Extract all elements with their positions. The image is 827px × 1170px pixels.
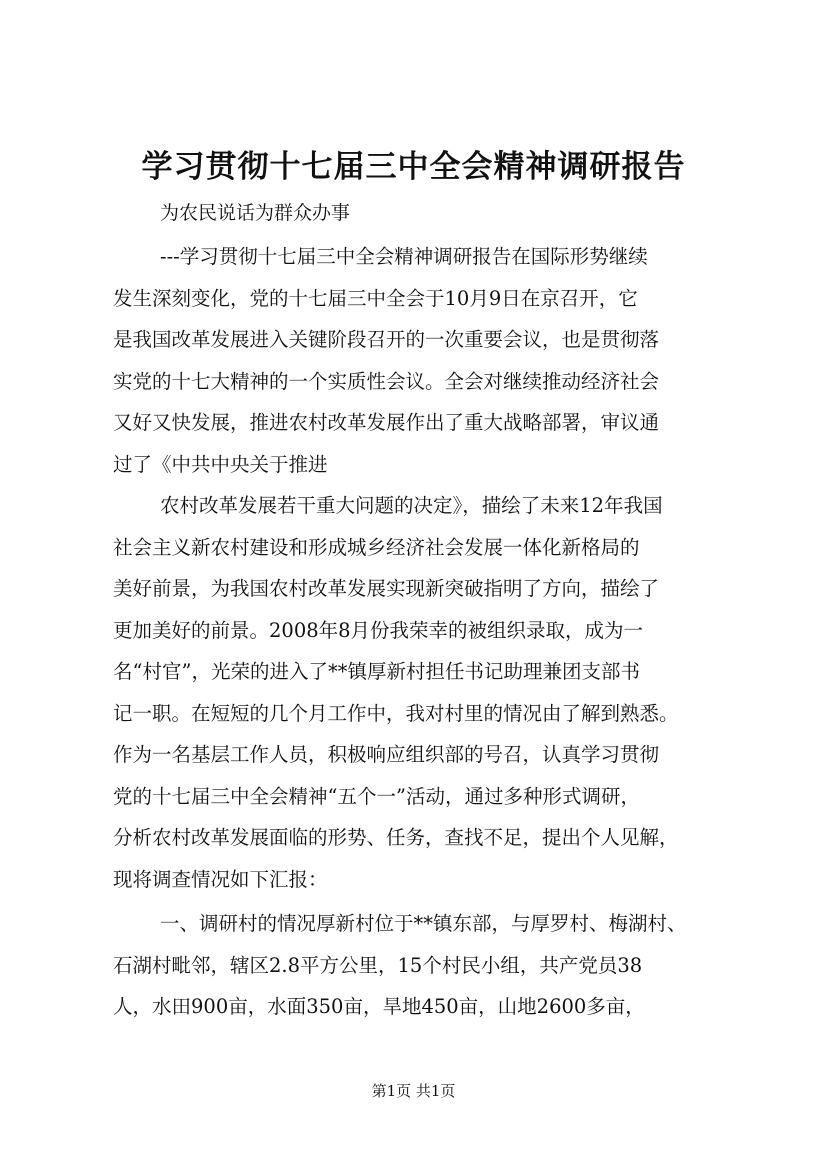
paragraph-line: 人，水田900亩，水面350亩，旱地450亩，山地2600多亩， — [113, 995, 645, 1018]
paragraph-line: 作为一名基层工作人员，积极响应组织部的号召，认真学习贯彻 — [113, 743, 660, 766]
paragraph-line: 分析农村改革发展面临的形势、任务，查找不足，提出个人见解， — [113, 826, 679, 849]
paragraph-line: 是我国改革发展进入关键阶段召开的一次重要会议，也是贯彻落 — [113, 328, 660, 351]
paragraph-line: 现将调查情况如下汇报： — [113, 867, 328, 891]
paragraph-2 — [113, 485, 717, 900]
paragraph-line: 记一职。在短短的几个月工作中，我对村里的情况由了解到熟悉。 — [113, 701, 679, 725]
paragraph-line: 党的十七届三中全会精神“五个一”活动，通过多种形式调研， — [113, 784, 640, 808]
paragraph-line: 一、调研村的情况厚新村位于**镇东部，与厚罗村、梅湖村、 — [160, 912, 687, 935]
paragraph-line: 石湖村毗邻，辖区2.8平方公里，15个村民小组，共产党员38 — [113, 953, 643, 977]
document-title: 学习贯彻十七届三中全会精神调研报告 — [141, 149, 686, 185]
paragraph-line: 更加美好的前景。2008年8月份我荣幸的被组织录取，成为一 — [113, 618, 644, 642]
paragraph-1 — [113, 236, 717, 485]
paragraph-line: 过了《中共中央关于推进 — [113, 452, 328, 476]
paragraph-line: 实党的十七大精神的一个实质性会议。全会对继续推动经济社会 — [113, 369, 660, 393]
paragraph-line: 农村改革发展若干重大问题的决定》，描绘了未来12年我国 — [160, 494, 663, 517]
paragraph-line: 社会主义新农村建设和形成城乡经济社会发展一体化新格局的 — [113, 535, 640, 559]
paragraph-line: 发生深刻变化，党的十七届三中全会于10月9日在京召开，它 — [113, 286, 638, 310]
document-subtitle: 为农民说话为群众办事 — [160, 202, 351, 224]
paragraph-line: ---学习贯彻十七届三中全会精神调研报告在国际形势继续 — [160, 245, 648, 268]
paragraph-line: 美好前景，为我国农村改革发展实现新突破指明了方向，描绘了 — [113, 577, 660, 600]
paragraph-3 — [113, 903, 717, 1028]
page-footer: 第1页 共1页 — [371, 1082, 456, 1100]
paragraph-line: 名“村官”，光荣的进入了**镇厚新村担任书记助理兼团支部书 — [113, 660, 640, 683]
paragraph-line: 又好又快发展，推进农村改革发展作出了重大战略部署，审议通 — [113, 411, 660, 434]
